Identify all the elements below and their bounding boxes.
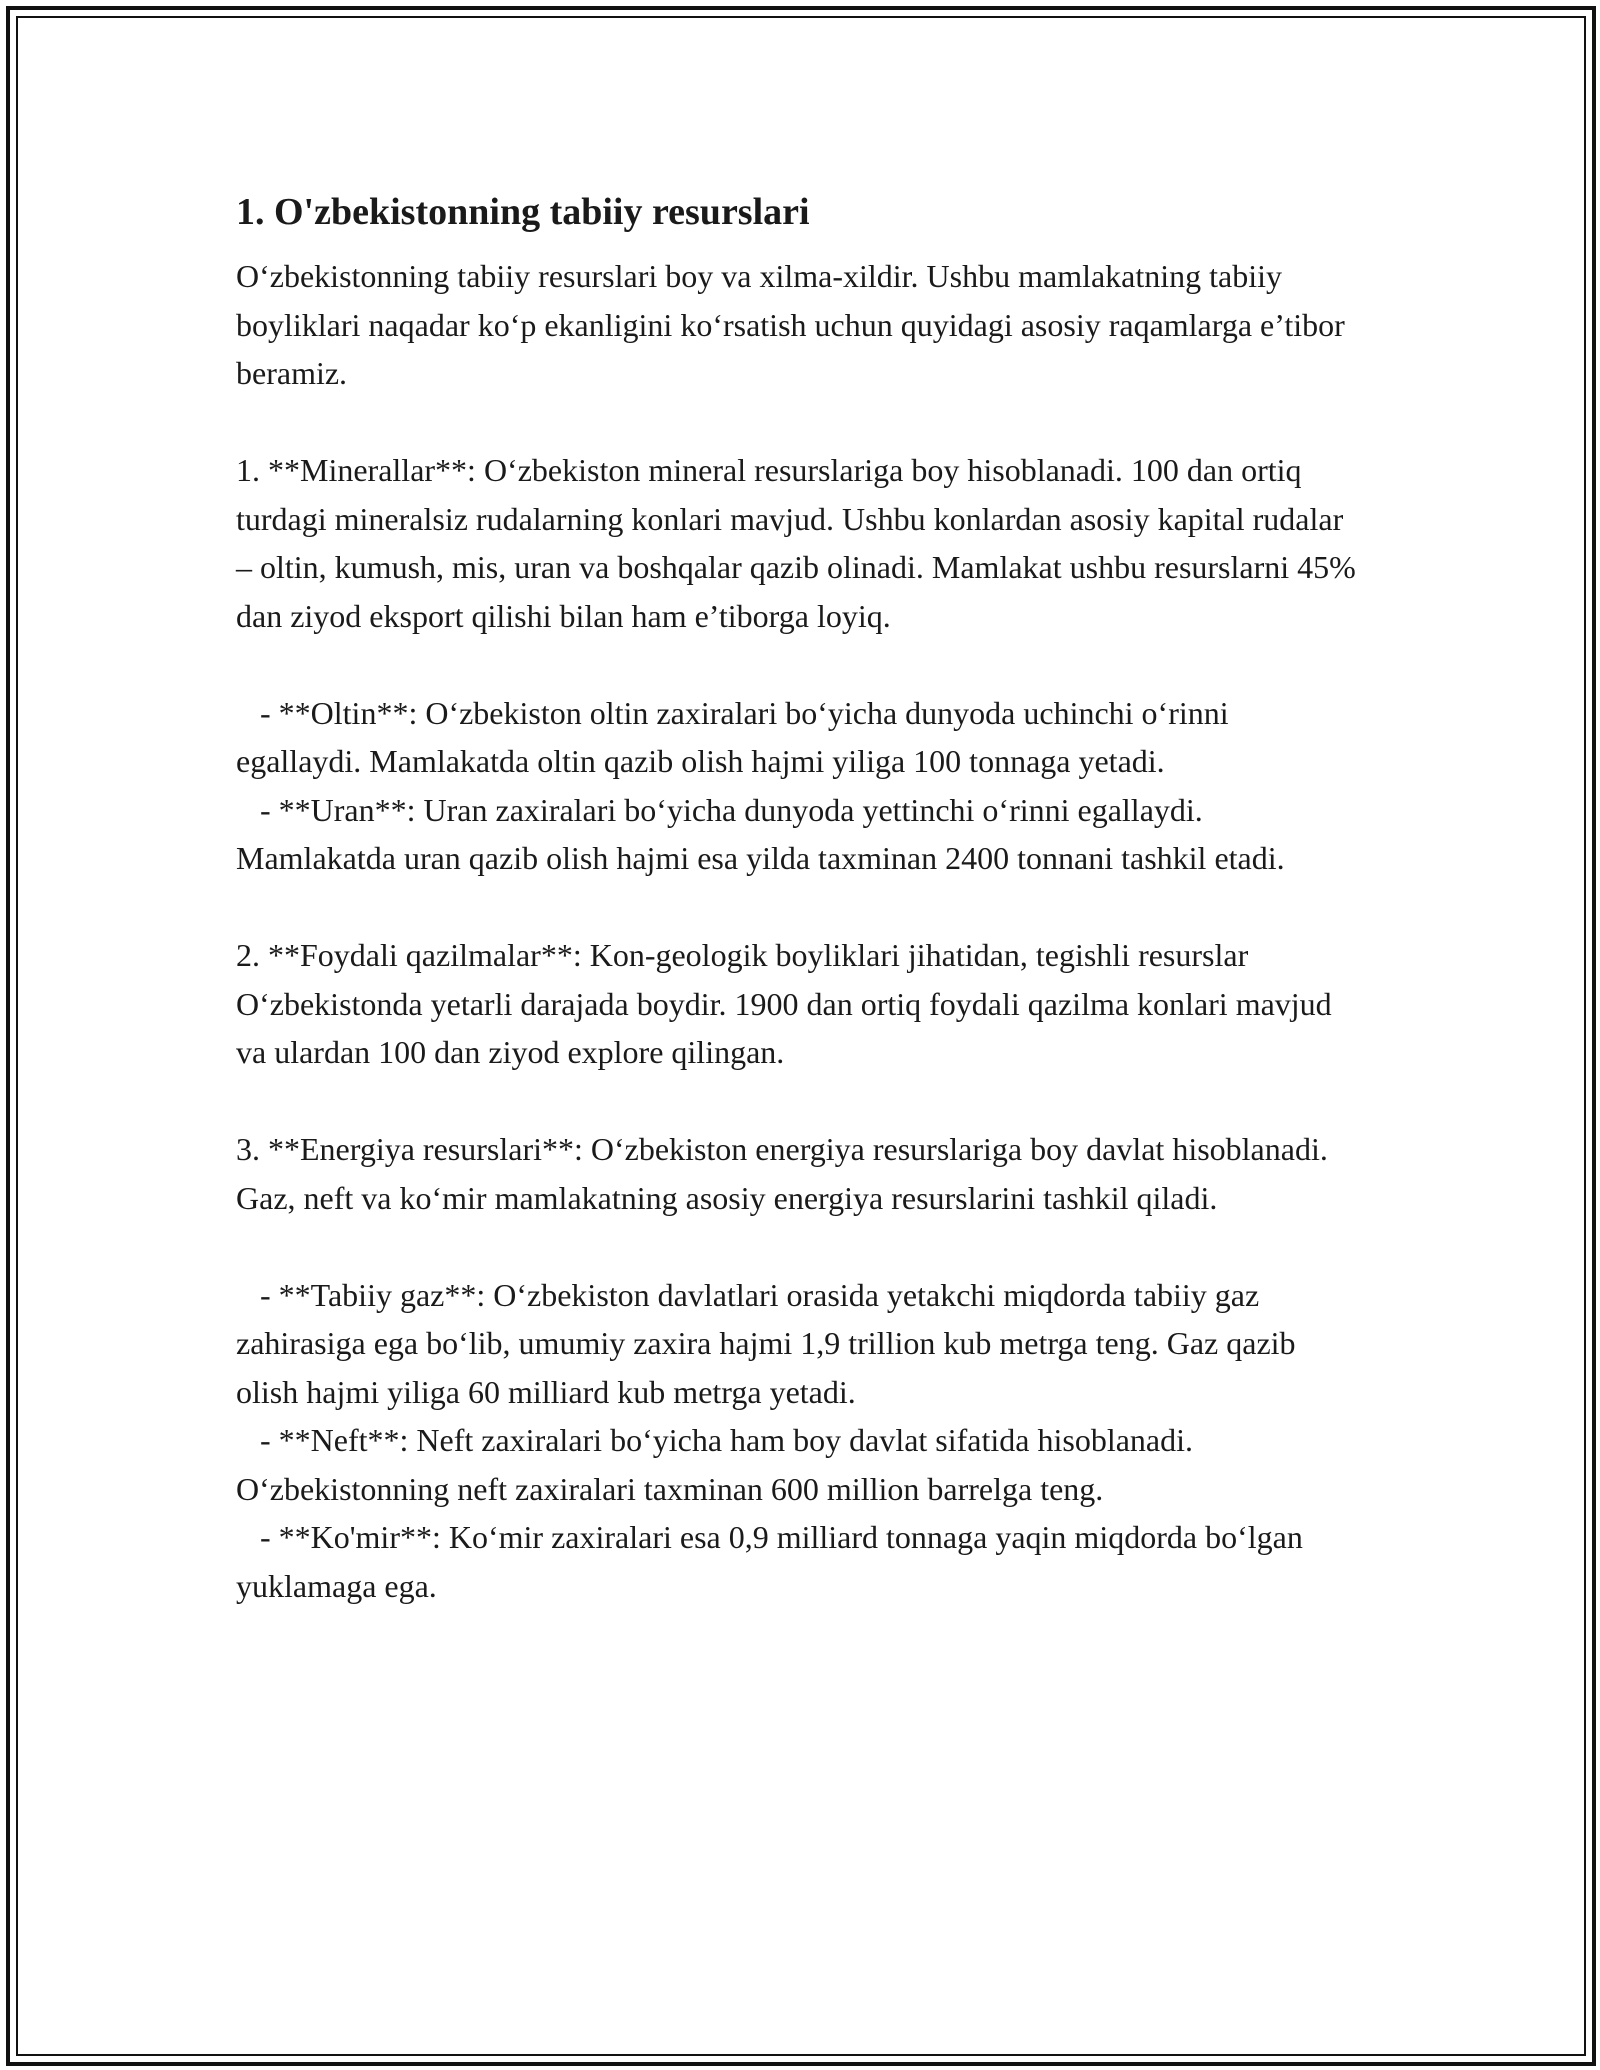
useful-minerals-paragraph: 2. **Foydali qazilmalar**: Kon-geologik boyliklari jihatidan, tegishli resurslar O‘zbekistonda yetarli darajada boydir. 1900 dan ortiq foydali qazilma konlari mavjud va ulardan 100 dan ziyod explore qilingan.: [236, 937, 1340, 1070]
minerals-paragraph: 1. **Minerallar**: O‘zbekiston mineral resurslariga boy hisoblanadi. 100 dan ortiq turdagi mineralsiz rudalarning konlari mavjud. Ushbu konlardan asosiy kapital rudalar – oltin, kumush, mis, uran va boshqalar qazib olinadi. Mamlakat ushbu resurslarni 45% dan ziyod eksport qilishi bilan ham e’tiborga loyiq.: [236, 452, 1364, 634]
document-title: 1. O'zbekistonning tabiiy resurslari: [236, 191, 810, 233]
intro-paragraph: O‘zbekistonning tabiiy resurslari boy va xilma-xildir. Ushbu mamlakatning tabiiy boyliklari naqadar ko‘p ekanligini ko‘rsatish uchun quyidagi asosiy raqamlarga e’tibor beramiz.: [236, 258, 1353, 391]
natural-gas-item: - **Tabiiy gaz**: O‘zbekiston davlatlari orasida yetakchi miqdorda tabiiy gaz zahirasiga ega bo‘lib, umumiy zaxira hajmi 1,9 trillion kub metrga teng. Gaz qazib olish hajmi yiliga 60 milliard kub metrga yetadi.: [236, 1276, 1304, 1410]
gold-item: - **Oltin**: O‘zbekiston oltin zaxiralari bo‘yicha dunyoda uchinchi o‘rinni egallaydi. Mamlakatda oltin qazib olish hajmi yiliga 100 tonnaga yetadi.: [236, 694, 1237, 779]
paragraph-spacer: [236, 883, 1356, 932]
paragraph-spacer: [236, 1222, 1356, 1271]
uranium-item: - **Uran**: Uran zaxiralari bo‘yicha dunyoda yettinchi o‘rinni egallaydi. Mamlakatda uran qazib olish hajmi esa yilda taxminan 2400 tonnani tashkil etadi.: [236, 791, 1285, 876]
paragraph-spacer: [236, 1077, 1356, 1126]
document-body: [236, 186, 1364, 1610]
energy-paragraph: 3. **Energiya resurslari**: O‘zbekiston energiya resurslariga boy davlat hisoblanadi. Gaz, neft va ko‘mir mamlakatning asosiy energiya resurslarini tashkil qiladi.: [236, 1131, 1336, 1216]
coal-item: - **Ko'mir**: Ko‘mir zaxiralari esa 0,9 milliard tonnaga yaqin miqdorda bo‘lgan yuklamaga ega.: [236, 1519, 1311, 1604]
paragraph-spacer: [236, 640, 1356, 689]
paragraph-spacer: [236, 398, 1356, 447]
oil-item: - **Neft**: Neft zaxiralari bo‘yicha ham boy davlat sifatida hisoblanadi. O‘zbekistonning neft zaxiralari taxminan 600 million barrelga teng.: [236, 1422, 1202, 1507]
